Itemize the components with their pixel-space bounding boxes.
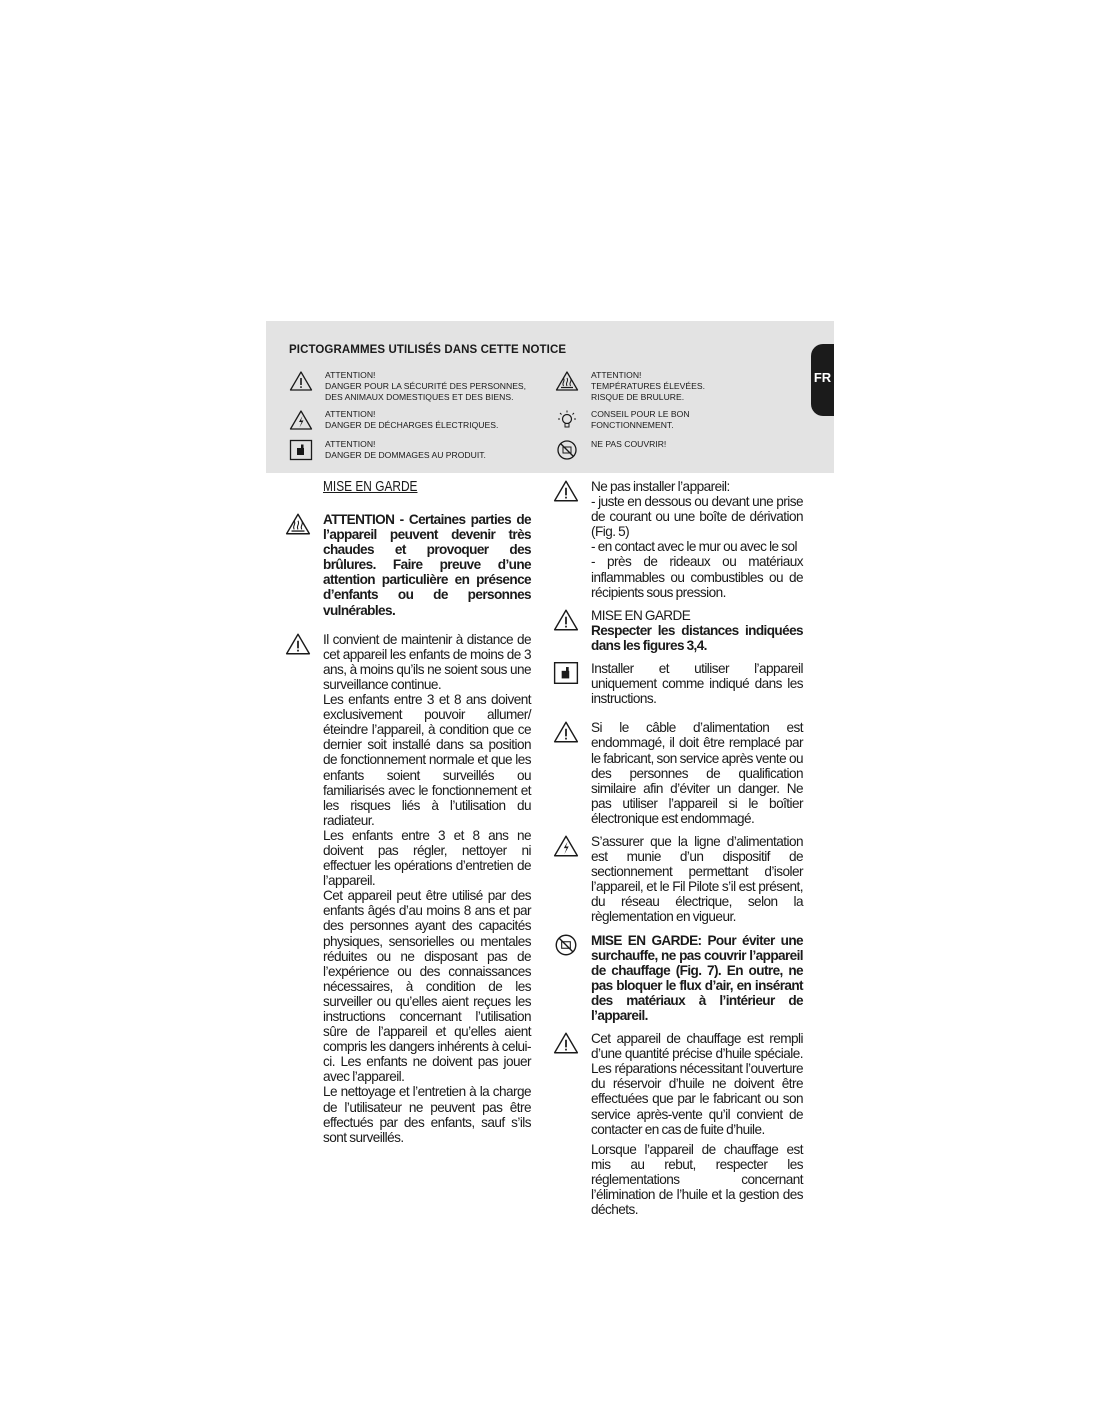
pictogram-item-label: CONSEIL POUR LE BON FONCTIONNEMENT. bbox=[591, 409, 690, 430]
language-tab bbox=[811, 344, 834, 416]
product-damage-icon bbox=[553, 661, 579, 685]
warning-triangle-icon bbox=[289, 370, 313, 392]
paragraph: Cet appareil peut être utilisé par des enfants âgés d’au moins 8 ans et par des personnes ayant des capacités physiques, sensorielles ou mentales réduites ou ne disposant pas de l’expérience ou des connaissances nécessaires, à condition de les surveiller ou qu’elles aient reçues les instructions concernant l’utilisation sûre de l’appareil et qu’elles aient compris les dangers inhérents à celui-ci. Les enfants ne doivent pas jouer avec l’appareil. bbox=[323, 888, 531, 1085]
paragraph: Il convient de maintenir à distance de cet appareil les enfants de moins de 3 ans, à moins qu’ils ne soient sous une surveillance continue. bbox=[323, 631, 531, 692]
pictogram-legend-title: PICTOGRAMMES UTILISÉS DANS CETTE NOTICE bbox=[289, 344, 567, 356]
distances-block bbox=[553, 608, 803, 653]
install-line: - juste en dessous ou devant une prise de courant ou une boîte de dérivation (Fig. 5) bbox=[591, 494, 803, 540]
children-warning-block bbox=[285, 632, 531, 1145]
install-line: - près de rideaux ou matériaux inflammables ou combustibles ou de récipients sous pression. bbox=[591, 554, 803, 600]
hot-surface-icon bbox=[285, 512, 311, 536]
right-column bbox=[553, 479, 803, 1217]
power-line-text: S’assurer que la ligne d’alimentation est munie d’un dispositif de sectionnement permettant d’isoler l’appareil, et le Fil Pilote s’il est présent, du réseau électrique, selon la règlementation en vigueur. bbox=[591, 833, 803, 925]
usage-block bbox=[553, 661, 803, 706]
cover-warning-block bbox=[553, 933, 803, 1024]
attention-text: ATTENTION - Certaines parties de l’appareil peuvent devenir très chaudes et provoquer des brûlures. Faire preuve d’une attention particulière en présence d’enfants ou de personnes vulnérables. bbox=[323, 512, 531, 618]
oil-paragraph: Cet appareil de chauffage est rempli d’une quantité précise d’huile spéciale. Les réparations nécessitant l’ouverture du réservoir d’huile ne doivent être effectuées que par le fabricant ou son service après-vente qu’il convient de contacter en cas de fuite d’huile. bbox=[591, 1031, 803, 1137]
install-line: - en contact avec le mur ou avec le sol bbox=[591, 539, 798, 555]
product-damage-icon bbox=[289, 439, 313, 461]
do-not-cover-icon bbox=[555, 439, 579, 461]
electric-shock-icon bbox=[553, 834, 579, 858]
pictogram-item bbox=[289, 409, 498, 431]
paragraph: Le nettoyage et l’entretien à la charge de l’utilisateur ne peuvent pas être effectués par des enfants, sauf s’ils sont surveillés. bbox=[323, 1084, 531, 1145]
warning-triangle-icon bbox=[553, 608, 579, 632]
oil-text bbox=[591, 1031, 803, 1217]
install-text bbox=[591, 479, 803, 600]
attention-block bbox=[285, 512, 531, 618]
distances-text bbox=[591, 608, 803, 653]
power-line-block bbox=[553, 834, 803, 925]
oil-block bbox=[553, 1031, 803, 1217]
do-not-cover-icon bbox=[553, 933, 579, 957]
pictogram-item bbox=[555, 370, 705, 402]
disposal-paragraph: Lorsque l’appareil de chauffage est mis au rebut, respecter les réglementations concernant l’élimination de l’huile et la gestion des déchets. bbox=[591, 1141, 803, 1218]
pictogram-item-label: ATTENTION! DANGER DE DOMMAGES AU PRODUIT. bbox=[325, 439, 486, 460]
section-title: MISE EN GARDE bbox=[323, 479, 418, 495]
pictogram-item-label: NE PAS COUVRIR! bbox=[591, 439, 667, 449]
pictogram-item bbox=[555, 409, 690, 431]
warning-triangle-icon bbox=[553, 479, 579, 503]
lightbulb-icon bbox=[555, 409, 579, 431]
cover-warning-text: MISE EN GARDE: Pour éviter une surchauffe, ne pas couvrir l’appareil de chauffage (Fig. 7). En outre, ne pas bloquer le flux d’air, en insérant des matériaux à l’intérieur de l’appareil. bbox=[591, 932, 803, 1023]
install-line: Ne pas installer l’appareil: bbox=[591, 479, 730, 494]
hot-surface-icon bbox=[555, 370, 579, 392]
pictogram-item-label: ATTENTION! DANGER DE DÉCHARGES ÉLECTRIQUES. bbox=[325, 409, 499, 430]
usage-text: Installer et utiliser l’appareil uniquement comme indiqué dans les instructions. bbox=[591, 661, 803, 707]
pictogram-item bbox=[555, 439, 666, 461]
warning-triangle-icon bbox=[553, 1031, 579, 1055]
children-warning-text bbox=[323, 632, 531, 1145]
language-tab-label: FR bbox=[813, 369, 832, 385]
pictogram-item bbox=[289, 439, 486, 461]
distances-instruction: Respecter les distances indiquées dans les figures 3,4. bbox=[591, 622, 803, 653]
cable-block bbox=[553, 720, 803, 826]
cable-text: Si le câble d’alimentation est endommagé, il doit être remplacé par le fabricant, son service après vente ou des personnes de qualification similaire afin d’éviter un danger. Ne pas utiliser l’appareil si le boîtier électronique est endommagé. bbox=[591, 720, 803, 826]
pictogram-item-label: ATTENTION! DANGER POUR LA SÉCURITÉ DES PERSONNES, DES ANIMAUX DOMESTIQUES ET DES BIENS. bbox=[325, 370, 527, 402]
electric-shock-icon bbox=[289, 409, 313, 431]
install-block bbox=[553, 479, 803, 600]
paragraph: Les enfants entre 3 et 8 ans doivent exclusivement pouvoir allumer/éteindre l’appareil, à condition que ce dernier soit installé dans sa position de fonctionnement normale et que les enfants soient surveillés ou familiarisés avec le fonctionnement et les risques liés à l’utilisation du radiateur. bbox=[323, 692, 531, 828]
pictogram-item-label: ATTENTION! TEMPÉRATURES ÉLEVÉES. RISQUE DE BRULURE. bbox=[591, 370, 705, 402]
left-column bbox=[285, 479, 531, 1145]
distances-title: MISE EN GARDE bbox=[591, 607, 691, 623]
paragraph: Les enfants entre 3 et 8 ans ne doivent pas régler, nettoyer ni effectuer les opérations d’entretien de l’appareil. bbox=[323, 827, 531, 889]
pictogram-legend bbox=[266, 321, 834, 473]
warning-triangle-icon bbox=[553, 720, 579, 744]
warning-triangle-icon bbox=[285, 632, 311, 656]
pictogram-item bbox=[289, 370, 526, 402]
